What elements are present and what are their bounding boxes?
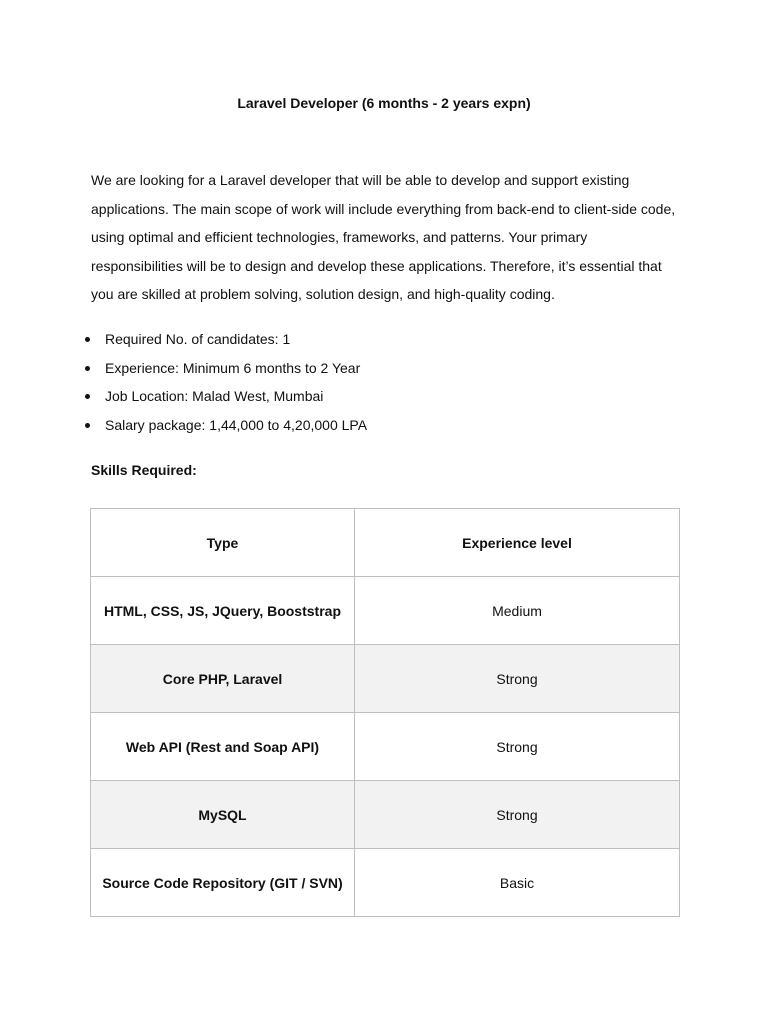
skill-type-cell: Source Code Repository (GIT / SVN): [91, 849, 355, 917]
skill-type-cell: MySQL: [91, 781, 355, 849]
intro-line: using optimal and efficient technologies, frameworks, and patterns. Your primary: [91, 229, 588, 246]
experience-level-cell: Strong: [355, 645, 680, 713]
bullet-icon: [85, 337, 90, 342]
list-item: [85, 384, 367, 413]
table-row: [91, 645, 680, 713]
intro-paragraph: [91, 166, 691, 309]
table-row: [91, 577, 680, 645]
list-item: [85, 356, 367, 385]
column-header-experience-level: Experience level: [355, 509, 680, 577]
list-item-text: Required No. of candidates: 1: [105, 331, 291, 347]
list-item: [85, 413, 367, 442]
experience-level-cell: Strong: [355, 781, 680, 849]
bullet-icon: [85, 394, 90, 399]
intro-line: We are looking for a Laravel developer that will be able to develop and support existing: [91, 172, 630, 188]
list-item: [85, 327, 367, 356]
bullet-icon: [85, 366, 90, 371]
experience-level-cell: Strong: [355, 713, 680, 781]
skill-type-cell: HTML, CSS, JS, JQuery, Booststrap: [91, 577, 355, 645]
list-item-text: Experience: Minimum 6 months to 2 Year: [105, 359, 361, 376]
table-row: [91, 781, 680, 849]
document-title: Laravel Developer (6 months - 2 years expn): [237, 95, 531, 111]
skill-type-cell: Web API (Rest and Soap API): [91, 713, 355, 781]
table-row: [91, 849, 680, 917]
list-item-text: Job Location: Malad West, Mumbai: [105, 388, 324, 405]
list-item-text: Salary package: 1,44,000 to 4,20,000 LPA: [105, 416, 368, 433]
table-row: [91, 713, 680, 781]
skills-table: [90, 508, 680, 917]
intro-line: applications. The main scope of work will include everything from back-end to client-side code,: [91, 200, 676, 217]
intro-line: you are skilled at problem solving, solution design, and high-quality coding.: [91, 286, 555, 303]
bullet-icon: [85, 423, 90, 428]
table-header-row: [91, 509, 680, 577]
intro-line: responsibilities will be to design and develop these applications. Therefore, it’s essential that: [91, 257, 662, 274]
skill-type-cell: Core PHP, Laravel: [91, 645, 355, 713]
experience-level-cell: Basic: [355, 849, 680, 917]
skills-heading: Skills Required:: [91, 462, 197, 478]
column-header-type: Type: [91, 509, 355, 577]
job-details-list: [85, 327, 367, 441]
experience-level-cell: Medium: [355, 577, 680, 645]
